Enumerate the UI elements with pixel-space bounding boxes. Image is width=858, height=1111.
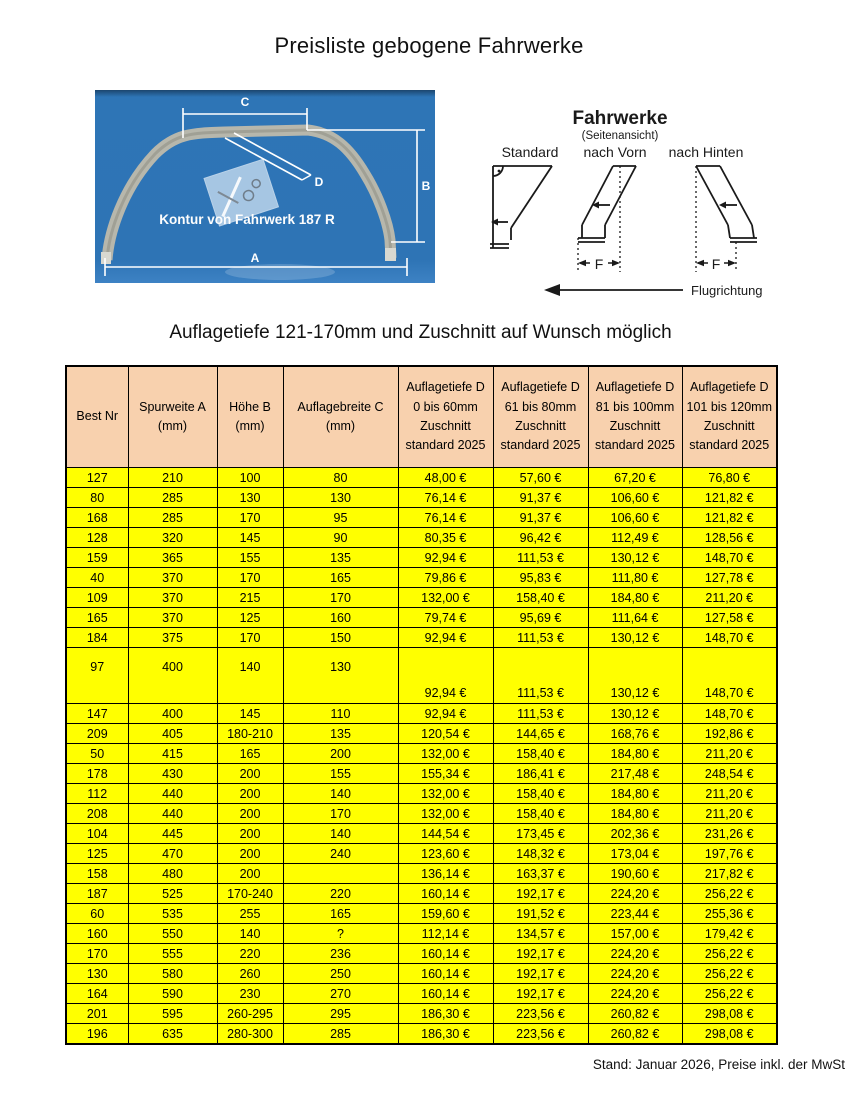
dim-tick <box>302 175 311 180</box>
cell-dimension: 635 <box>128 1024 217 1045</box>
cell-price: 121,82 € <box>682 488 777 508</box>
cell-price: 186,41 € <box>493 764 588 784</box>
cell-price: 256,22 € <box>682 884 777 904</box>
cell-price: 158,40 € <box>493 784 588 804</box>
cell-dimension: 145 <box>217 528 283 548</box>
table-row <box>66 744 777 764</box>
cell-price: 190,60 € <box>588 864 682 884</box>
cell-price: 111,64 € <box>588 608 682 628</box>
cell-dimension: 240 <box>283 844 398 864</box>
cell-dimension: 250 <box>283 964 398 984</box>
table-row <box>66 648 777 704</box>
flight-direction-arrow-icon <box>544 284 683 296</box>
column-header: Auflagetiefe D 81 bis 100mm Zuschnitt standard 2025 <box>588 366 682 468</box>
table-row <box>66 924 777 944</box>
table-row <box>66 824 777 844</box>
cell-price: 148,70 € <box>682 648 777 704</box>
cell-dimension: 535 <box>128 904 217 924</box>
column-header: Auflagetiefe D 101 bis 120mm Zuschnitt standard 2025 <box>682 366 777 468</box>
cell-price: 144,65 € <box>493 724 588 744</box>
cell-price: 160,14 € <box>398 984 493 1004</box>
gear-foot-left <box>101 252 111 264</box>
cell-dimension: 155 <box>283 764 398 784</box>
cell-dimension: 170 <box>217 568 283 588</box>
cell-price: 192,17 € <box>493 984 588 1004</box>
cell-best-nr: 168 <box>66 508 128 528</box>
price-table-container <box>65 365 776 1045</box>
cell-dimension: 215 <box>217 588 283 608</box>
cell-dimension: 295 <box>283 1004 398 1024</box>
table-row <box>66 468 777 488</box>
cell-dimension: 145 <box>217 704 283 724</box>
cell-price: 298,08 € <box>682 1004 777 1024</box>
table-row <box>66 588 777 608</box>
cell-dimension: 140 <box>217 924 283 944</box>
cell-price: 79,74 € <box>398 608 493 628</box>
angle-dot <box>498 170 501 173</box>
table-subtitle: Auflagetiefe 121-170mm und Zuschnitt auf Wunsch möglich <box>169 322 672 343</box>
cell-price: 132,00 € <box>398 588 493 608</box>
cell-price: 192,17 € <box>493 964 588 984</box>
cell-best-nr: 109 <box>66 588 128 608</box>
cell-dimension: 365 <box>128 548 217 568</box>
cell-price: 223,56 € <box>493 1024 588 1045</box>
cell-dimension: 400 <box>128 704 217 724</box>
cell-best-nr: 112 <box>66 784 128 804</box>
cell-price: 184,80 € <box>588 784 682 804</box>
price-table <box>65 365 778 1045</box>
table-row <box>66 764 777 784</box>
cell-price: 127,78 € <box>682 568 777 588</box>
cell-dimension: 125 <box>217 608 283 628</box>
table-row <box>66 568 777 588</box>
cell-dimension: 170 <box>217 508 283 528</box>
cell-price: 95,69 € <box>493 608 588 628</box>
cell-dimension: 470 <box>128 844 217 864</box>
cell-dimension: 236 <box>283 944 398 964</box>
cell-price: 248,54 € <box>682 764 777 784</box>
cell-dimension: 370 <box>128 588 217 608</box>
cell-price: 130,12 € <box>588 704 682 724</box>
cell-price: 57,60 € <box>493 468 588 488</box>
cell-dimension: 280-300 <box>217 1024 283 1045</box>
nach-vorn-f-dimension <box>578 256 620 272</box>
cell-price: 256,22 € <box>682 964 777 984</box>
gear-foot-right <box>385 248 396 261</box>
table-row <box>66 944 777 964</box>
cell-dimension: 130 <box>217 488 283 508</box>
cell-price: 158,40 € <box>493 744 588 764</box>
cell-dimension: 270 <box>283 984 398 1004</box>
table-row <box>66 784 777 804</box>
cell-price: 91,37 € <box>493 508 588 528</box>
cell-price: 111,53 € <box>493 704 588 724</box>
cell-dimension: 80 <box>283 468 398 488</box>
f-label-vorn: F <box>594 256 604 272</box>
cell-price: 132,00 € <box>398 744 493 764</box>
cell-dimension: 200 <box>217 784 283 804</box>
cell-dimension: 320 <box>128 528 217 548</box>
cell-dimension: 370 <box>128 608 217 628</box>
cell-dimension: 170 <box>283 804 398 824</box>
cell-price: 224,20 € <box>588 944 682 964</box>
cell-price: 76,14 € <box>398 508 493 528</box>
cell-price: 298,08 € <box>682 1024 777 1045</box>
table-row <box>66 1024 777 1045</box>
cell-best-nr: 80 <box>66 488 128 508</box>
table-row <box>66 984 777 1004</box>
cell-price: 168,76 € <box>588 724 682 744</box>
cell-dimension: 260 <box>217 964 283 984</box>
cell-price: 123,60 € <box>398 844 493 864</box>
cell-dimension <box>283 864 398 884</box>
cell-price: 158,40 € <box>493 588 588 608</box>
cell-dimension: 170 <box>217 628 283 648</box>
cell-best-nr: 50 <box>66 744 128 764</box>
gear-photo <box>95 90 435 283</box>
cell-dimension: 480 <box>128 864 217 884</box>
cell-dimension: 130 <box>283 648 398 704</box>
cell-price: 179,42 € <box>682 924 777 944</box>
table-row <box>66 628 777 648</box>
cell-price: 158,40 € <box>493 804 588 824</box>
cell-price: 224,20 € <box>588 884 682 904</box>
cell-dimension: 285 <box>283 1024 398 1045</box>
cell-best-nr: 127 <box>66 468 128 488</box>
cell-price: 92,94 € <box>398 704 493 724</box>
cell-price: 76,80 € <box>682 468 777 488</box>
cell-best-nr: 128 <box>66 528 128 548</box>
cell-price: 111,53 € <box>493 628 588 648</box>
cell-best-nr: 170 <box>66 944 128 964</box>
cell-dimension: 135 <box>283 724 398 744</box>
table-row <box>66 724 777 744</box>
cell-price: 211,20 € <box>682 744 777 764</box>
cell-dimension: 220 <box>217 944 283 964</box>
cell-price: 155,34 € <box>398 764 493 784</box>
nach-hinten-f-dimension <box>696 256 736 272</box>
cell-dimension: 150 <box>283 628 398 648</box>
cell-best-nr: 130 <box>66 964 128 984</box>
cell-dimension: 110 <box>283 704 398 724</box>
cell-price: 186,30 € <box>398 1024 493 1045</box>
cell-dimension: 165 <box>217 744 283 764</box>
cell-dimension: 210 <box>128 468 217 488</box>
cell-price: 197,76 € <box>682 844 777 864</box>
cell-dimension: 440 <box>128 784 217 804</box>
cell-dimension: 140 <box>217 648 283 704</box>
side-view-diagram <box>478 100 853 305</box>
reflection <box>225 264 335 280</box>
cell-dimension: 135 <box>283 548 398 568</box>
cell-dimension: 90 <box>283 528 398 548</box>
cell-price: 128,56 € <box>682 528 777 548</box>
cell-price: 127,58 € <box>682 608 777 628</box>
cell-price: 111,80 € <box>588 568 682 588</box>
cell-dimension: 445 <box>128 824 217 844</box>
column-header: Auflagetiefe D 0 bis 60mm Zuschnitt standard 2025 <box>398 366 493 468</box>
cell-price: 132,00 € <box>398 784 493 804</box>
table-header-row <box>66 366 777 468</box>
side-view-drawing <box>478 100 853 305</box>
cell-price: 130,12 € <box>588 648 682 704</box>
cell-best-nr: 160 <box>66 924 128 944</box>
cell-dimension: 170 <box>283 588 398 608</box>
cell-price: 163,37 € <box>493 864 588 884</box>
cell-best-nr: 196 <box>66 1024 128 1045</box>
cell-dimension: 255 <box>217 904 283 924</box>
cell-dimension: 550 <box>128 924 217 944</box>
cell-best-nr: 125 <box>66 844 128 864</box>
cell-price: 211,20 € <box>682 588 777 608</box>
cell-best-nr: 184 <box>66 628 128 648</box>
cell-dimension: 230 <box>217 984 283 1004</box>
cell-price: 192,17 € <box>493 944 588 964</box>
cell-best-nr: 164 <box>66 984 128 1004</box>
cell-price: 96,42 € <box>493 528 588 548</box>
cell-dimension: 285 <box>128 508 217 528</box>
cell-dimension: 165 <box>283 568 398 588</box>
column-header: Auflagebreite C (mm) <box>283 366 398 468</box>
cell-dimension: 375 <box>128 628 217 648</box>
cell-price: 211,20 € <box>682 804 777 824</box>
cell-dimension: 415 <box>128 744 217 764</box>
f-label-hinten: F <box>711 256 721 272</box>
cell-best-nr: 158 <box>66 864 128 884</box>
cell-dimension: 140 <box>283 784 398 804</box>
table-row <box>66 964 777 984</box>
cell-price: 106,60 € <box>588 488 682 508</box>
cell-best-nr: 187 <box>66 884 128 904</box>
cell-dimension: 165 <box>283 904 398 924</box>
nach-hinten-shape <box>696 166 757 242</box>
diagram-subtitle: (Seitenansicht) <box>581 130 659 142</box>
cell-price: 217,82 € <box>682 864 777 884</box>
cell-price: 92,94 € <box>398 648 493 704</box>
cell-price: 157,00 € <box>588 924 682 944</box>
table-row <box>66 804 777 824</box>
cell-price: 184,80 € <box>588 804 682 824</box>
cell-dimension: 200 <box>217 844 283 864</box>
table-row <box>66 844 777 864</box>
table-row <box>66 528 777 548</box>
cell-dimension: 595 <box>128 1004 217 1024</box>
flight-direction-label: Flugrichtung <box>691 283 763 298</box>
cell-price: 148,70 € <box>682 548 777 568</box>
cell-dimension: 200 <box>283 744 398 764</box>
variant-label-nach-vorn: nach Vorn <box>583 144 647 160</box>
cell-best-nr: 208 <box>66 804 128 824</box>
cell-price: 260,82 € <box>588 1024 682 1045</box>
table-row <box>66 488 777 508</box>
cell-dimension: 200 <box>217 804 283 824</box>
cell-price: 134,57 € <box>493 924 588 944</box>
cell-price: 173,45 € <box>493 824 588 844</box>
cell-price: 192,17 € <box>493 884 588 904</box>
cell-price: 191,52 € <box>493 904 588 924</box>
cell-price: 80,35 € <box>398 528 493 548</box>
cell-price: 160,14 € <box>398 944 493 964</box>
cell-price: 184,80 € <box>588 744 682 764</box>
cell-price: 121,82 € <box>682 508 777 528</box>
cell-price: 256,22 € <box>682 944 777 964</box>
cell-price: 67,20 € <box>588 468 682 488</box>
cell-price: 223,56 € <box>493 1004 588 1024</box>
cell-price: 256,22 € <box>682 984 777 1004</box>
table-row <box>66 864 777 884</box>
dim-label-b: B <box>421 179 431 193</box>
cell-best-nr: 147 <box>66 704 128 724</box>
cell-price: 160,14 € <box>398 884 493 904</box>
page-title: Preisliste gebogene Fahrwerke <box>274 33 584 58</box>
cell-best-nr: 178 <box>66 764 128 784</box>
cell-dimension: 200 <box>217 764 283 784</box>
table-row <box>66 884 777 904</box>
gear-photo-drawing <box>95 90 435 283</box>
cell-dimension: 130 <box>283 488 398 508</box>
table-row <box>66 508 777 528</box>
cell-dimension: 95 <box>283 508 398 528</box>
cell-dimension: 285 <box>128 488 217 508</box>
column-header: Best Nr <box>66 366 128 468</box>
cell-price: 130,12 € <box>588 548 682 568</box>
cell-best-nr: 209 <box>66 724 128 744</box>
nach-vorn-shape <box>578 166 636 242</box>
table-row <box>66 608 777 628</box>
cell-best-nr: 97 <box>66 648 128 704</box>
cell-price: 223,44 € <box>588 904 682 924</box>
cell-best-nr: 165 <box>66 608 128 628</box>
cell-dimension: 555 <box>128 944 217 964</box>
photo-caption: Kontur von Fahrwerk 187 R <box>159 212 335 227</box>
cell-price: 112,49 € <box>588 528 682 548</box>
cell-price: 91,37 € <box>493 488 588 508</box>
cell-dimension: 440 <box>128 804 217 824</box>
table-row <box>66 1004 777 1024</box>
cell-price: 132,00 € <box>398 804 493 824</box>
cell-dimension: 220 <box>283 884 398 904</box>
cell-price: 148,70 € <box>682 704 777 724</box>
cell-price: 111,53 € <box>493 648 588 704</box>
cell-dimension: 200 <box>217 824 283 844</box>
nach-hinten-arrow-icon <box>719 202 737 209</box>
cell-best-nr: 104 <box>66 824 128 844</box>
dim-label-d: D <box>314 175 324 189</box>
table-row <box>66 904 777 924</box>
cell-dimension: 200 <box>217 864 283 884</box>
cell-price: 192,86 € <box>682 724 777 744</box>
cell-price: 184,80 € <box>588 588 682 608</box>
cell-price: 130,12 € <box>588 628 682 648</box>
cell-dimension: 525 <box>128 884 217 904</box>
variant-label-standard: Standard <box>501 144 559 160</box>
cell-price: 255,36 € <box>682 904 777 924</box>
cell-price: 120,54 € <box>398 724 493 744</box>
column-header: Spurweite A (mm) <box>128 366 217 468</box>
cell-price: 224,20 € <box>588 964 682 984</box>
cell-dimension: 170-240 <box>217 884 283 904</box>
cell-price: 211,20 € <box>682 784 777 804</box>
cell-dimension: 140 <box>283 824 398 844</box>
cell-dimension: 430 <box>128 764 217 784</box>
standard-shape <box>490 166 552 248</box>
cell-price: 260,82 € <box>588 1004 682 1024</box>
cell-dimension: 590 <box>128 984 217 1004</box>
table-body <box>66 468 777 1045</box>
cell-price: 217,48 € <box>588 764 682 784</box>
cell-dimension: 180-210 <box>217 724 283 744</box>
cell-price: 92,94 € <box>398 628 493 648</box>
cell-price: 95,83 € <box>493 568 588 588</box>
cell-price: 202,36 € <box>588 824 682 844</box>
cell-dimension: 370 <box>128 568 217 588</box>
cell-price: 160,14 € <box>398 964 493 984</box>
dim-label-a: A <box>250 251 260 265</box>
cell-price: 173,04 € <box>588 844 682 864</box>
cell-price: 148,32 € <box>493 844 588 864</box>
cell-price: 148,70 € <box>682 628 777 648</box>
cell-price: 48,00 € <box>398 468 493 488</box>
cell-price: 231,26 € <box>682 824 777 844</box>
variant-label-nach-hinten: nach Hinten <box>668 144 744 160</box>
column-header: Höhe B (mm) <box>217 366 283 468</box>
cell-dimension: 155 <box>217 548 283 568</box>
diagram-title: Fahrwerke <box>572 108 668 129</box>
cell-dimension: 405 <box>128 724 217 744</box>
cell-best-nr: 60 <box>66 904 128 924</box>
cell-best-nr: 40 <box>66 568 128 588</box>
cell-dimension: ? <box>283 924 398 944</box>
cell-dimension: 580 <box>128 964 217 984</box>
cell-price: 79,86 € <box>398 568 493 588</box>
cell-best-nr: 201 <box>66 1004 128 1024</box>
cell-price: 159,60 € <box>398 904 493 924</box>
dim-label-c: C <box>240 95 250 109</box>
cell-price: 224,20 € <box>588 984 682 1004</box>
column-header: Auflagetiefe D 61 bis 80mm Zuschnitt standard 2025 <box>493 366 588 468</box>
cell-dimension: 400 <box>128 648 217 704</box>
cell-price: 144,54 € <box>398 824 493 844</box>
table-row <box>66 704 777 724</box>
cell-dimension: 260-295 <box>217 1004 283 1024</box>
cell-price: 92,94 € <box>398 548 493 568</box>
cell-price: 76,14 € <box>398 488 493 508</box>
cell-price: 136,14 € <box>398 864 493 884</box>
cell-dimension: 100 <box>217 468 283 488</box>
cell-price: 111,53 € <box>493 548 588 568</box>
footer-note: Stand: Januar 2026, Preise inkl. der MwSt <box>592 1057 845 1072</box>
cell-dimension: 160 <box>283 608 398 628</box>
table-row <box>66 548 777 568</box>
cell-price: 186,30 € <box>398 1004 493 1024</box>
cell-best-nr: 159 <box>66 548 128 568</box>
cell-price: 106,60 € <box>588 508 682 528</box>
cell-price: 112,14 € <box>398 924 493 944</box>
